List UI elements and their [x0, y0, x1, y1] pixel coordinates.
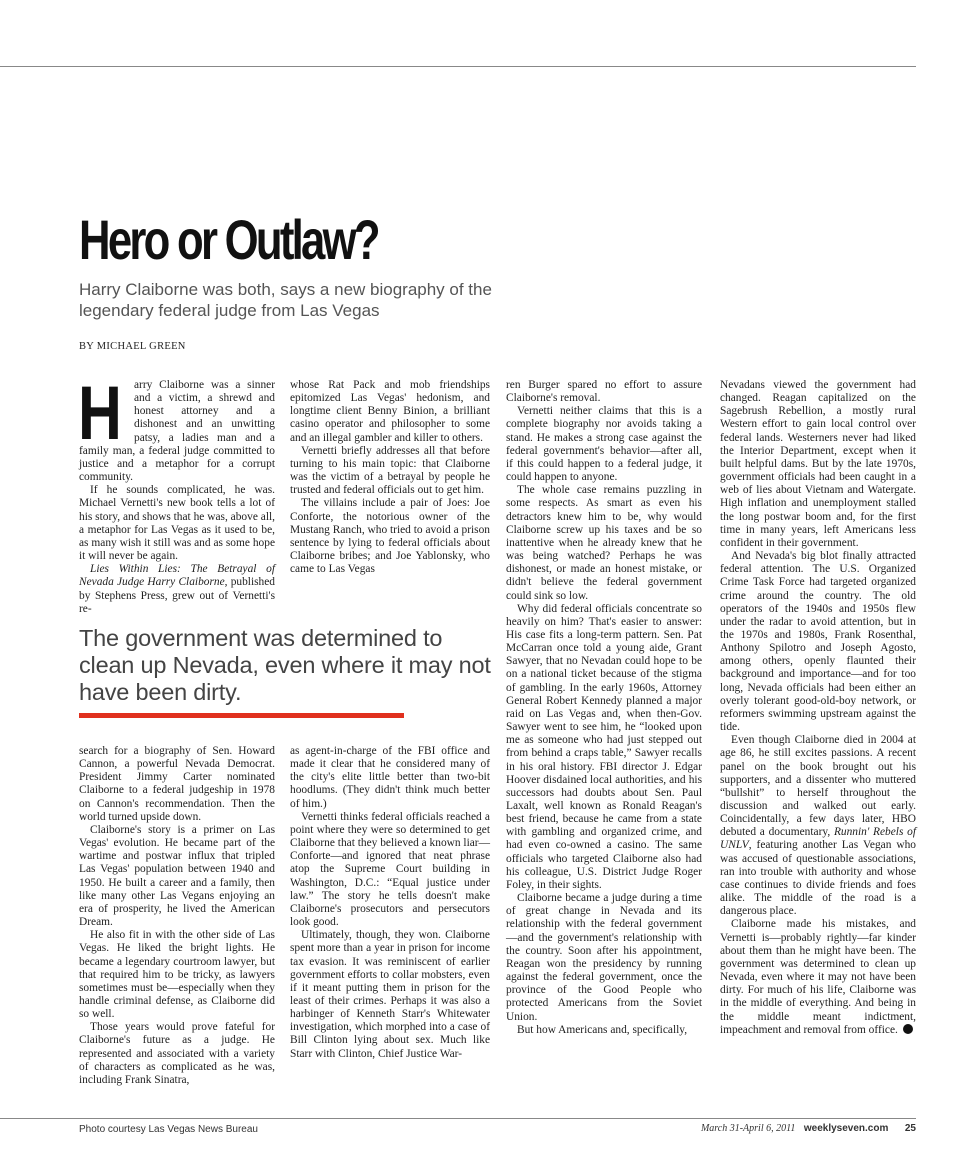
documentary-title: Runnin' Rebels of UNLV [720, 826, 916, 852]
book-title: Lies Within Lies: The Betrayal of Nevada Judge Harry Claiborne [79, 563, 275, 589]
paragraph: Claiborne's story is a primer on Las Vegas' evolution. He became part of the wartime and postwar influx that tripled Las Vegas' population between 1940 and 1950. He built a career and a family, then like many other Las Vegans enjoying an era of prosperity, he lived the American Dream. [79, 823, 275, 929]
paragraph: arry Claiborne was a sinner and a victim, a shrewd and honest attorney and a dishonest and an unwitting patsy, a ladies man and a family man, a federal judge committed to justice and a metaphor for a corrupt community. [79, 379, 275, 484]
photo-credit: Photo courtesy Las Vegas News Bureau [79, 1124, 258, 1135]
top-rule [0, 66, 916, 67]
drop-cap: H [78, 371, 122, 456]
paragraph: Claiborne became a judge during a time of great change in Nevada and its relationship with the federal government—and the government's relationship with the country. Soon after his appointment, Reagan won the presidency by running against the federal government, once the province of the Good People who protected Americans from the Soviet Union. [506, 892, 702, 1023]
paragraph: He also fit in with the other side of Las Vegas. He liked the bright lights. He became a legendary courtroom lawyer, but that required him to be tricky, as lawyers sometimes must be—especially when they handle criminal defense, as Claiborne did so well. [79, 929, 275, 1021]
paragraph: search for a biography of Sen. Howard Cannon, a powerful Nevada Democrat. President Jimmy Carter nominated Claiborne to a federal judgeship in 1978 on Cannon's recommendation. Then the world turned upside down. [79, 745, 275, 823]
paragraph: Vernetti thinks federal officials reached a point where they were so determined to get Claiborne that they believed a known liar—Conforte—and ignored that neat phrase atop the Supreme Court building in Washington, D.C.: “Equal justice under law.” The story he tells doesn't make Claiborne's prosecutors and persecutors look good. [290, 810, 490, 929]
paragraph [720, 918, 916, 1036]
paragraph: Vernetti neither claims that this is a complete biography nor avoids taking a stand. He makes a strong case against the federal government's behavior—after all, if this could happen to a federal judge, it could happen to anyone. [506, 405, 702, 484]
paragraph: ren Burger spared no effort to assure Claiborne's removal. [506, 379, 702, 405]
paragraph-text: , published by Stephens Press, grew out of Vernetti's re- [79, 576, 276, 615]
paragraph: But how Americans and, specifically, [517, 1023, 688, 1036]
paragraph [720, 734, 916, 918]
column-4 [720, 379, 916, 1037]
column-2-upper [290, 379, 490, 576]
paragraph: Nevadans viewed the government had changed. Reagan capitalized on the Sagebrush Rebellion, a mostly rural Western effort to gain local control over federal lands. Westerners never had liked the Interior Department, except when it built helpful dams. But by the late 1970s, government officials had been caught in a web of lies about Vietnam and Watergate. High inflation and unemployment stalled the long postwar boom and, for the first time in many years, left Americans less confident in their government. [720, 379, 916, 549]
column-2-lower [290, 745, 490, 1061]
column-1-lower [79, 745, 275, 1087]
paragraph: If he sounds complicated, he was. Michael Vernetti's new book tells a lot of his story, and shows that he was, above all, a metaphor for Las Vegas as it used to be, as many wish it still was and as some hope it will never be again. [79, 484, 275, 563]
paragraph: Vernetti briefly addresses all that before turning to his main topic: that Claiborne was the victim of a betrayal by people he trusted and federal officials out to get him. [290, 444, 490, 497]
paragraph: as agent-in-charge of the FBI office and made it clear that he considered many of the city's elite little better than two-bit hoodlums. (They didn't think much better of him.) [290, 745, 490, 810]
byline: BY MICHAEL GREEN [79, 341, 186, 352]
paragraph: Why did federal officials concentrate so heavily on him? That's easier to answer: His case fits a long-term pattern. Sen. Pat McCarran once told a young aide, Grant Sawyer, that no Nevadan could hope to be on a national ticket because of the stigma of gambling. In the early 1960s, Attorney General Robert Kennedy planned a major raid on Las Vegas and, when then-Gov. Sawyer went to see him, he “looked upon me as someone who had just stepped out from behind a craps table,” Sawyer recalls in his oral history. FBI director J. Edgar Hoover disdained local authorities, and his successors had doubts about Sen. Paul Laxalt, well known as Ronald Reagan's best friend, because he came from a state with gambling and organized crime, and had even co-owned a casino. The same officials who targeted Claiborne also had his colleague, U.S. District Judge Roger Foley, in their sights. [506, 602, 702, 891]
paragraph: The villains include a pair of Joes: Joe Conforte, the notorious owner of the Mustang Ranch, who tried to avoid a prison sentence by lying to federal officials about Claiborne bribes; and Joe Yablonsky, who came to Las Vegas [290, 497, 490, 576]
article-subtitle: Harry Claiborne was both, says a new biography of the legendary federal judge from Las Vegas [79, 280, 492, 320]
paragraph: whose Rat Pack and mob friendships epitomized Las Vegas' hedonism, and longtime client Benny Binion, a brilliant casino operator and philosopher to some and an illegal gambler and killer to others. [290, 379, 490, 444]
paragraph-text: Claiborne made his mistakes, and Vernetti is—probably rightly—far kinder about them than he might have been. The government was determined to clean up Nevada, even where it may not have been dirty. For much of his life, Claiborne was in the middle of everything. And being in the middle meant indictment, impeachment and removal from office. [720, 918, 916, 1036]
paragraph-text: , featuring another Las Vegan who was accused of questionable associations, ran into trouble with authority and whose case continues to divide friends and foes alike. The middle of the road is a dangerous place. [720, 839, 916, 918]
article-title: Hero or Outlaw? [79, 208, 378, 271]
folio [701, 1123, 916, 1134]
paragraph: The whole case remains puzzling in some respects. As smart as even his detractors knew him to be, why would Claiborne screw up his taxes and be so inattentive when he already knew that he was being watched? Perhaps he was dishonest, or made an honest mistake, or didn't believe the federal government could sink so low. [506, 484, 702, 602]
paragraph-text: Even though Claiborne died in 2004 at age 86, he still excites passions. A recent panel on the book brought out his supporters, and a dissenter who muttered “bullshit” to herself throughout the discussion and walked out early. Coincidentally, a few days later, HBO debuted a documentary, [720, 734, 916, 839]
end-mark-icon [903, 1024, 913, 1034]
site-url: weeklyseven.com [803, 1123, 889, 1134]
paragraph [79, 563, 275, 616]
paragraph: And Nevada's big blot finally attracted federal attention. The U.S. Organized Crime Task Force had targeted organized crime around the country. The old operators of the 1940s and 1950s flew under the radar to avoid attention, but in the 1970s and 1980s, Frank Rosenthal, Anthony Spilotro and Joseph Agosto, among others, openly flaunted their background and importance—and for too long, Nevada officials had been either an overly tolerant good-old-boy network, or reformers swimming upstream against the tide. [720, 550, 916, 734]
column-1-upper [78, 371, 276, 616]
paragraph: Those years would prove fateful for Claiborne's future as a judge. He represented and associated with a variety of characters as complicated as he was, including Frank Sinatra, [79, 1021, 275, 1086]
page-number: 25 [904, 1123, 916, 1134]
pull-quote-bar [79, 713, 404, 718]
pull-quote: The government was determined to clean up Nevada, even where it may not have been dirty. [79, 625, 491, 705]
paragraph: Ultimately, though, they won. Claiborne spent more than a year in prison for income tax evasion. It was reminiscent of earlier government efforts to collar mobsters, even if it meant putting them in prison for the least of their crimes. Perhaps it was also a harbinger of Kenneth Starr's Whitewater investigation, which morphed into a case of Bill Clinton lying about sex. Much like Starr with Clinton, Chief Justice War- [290, 929, 490, 1060]
column-3 [506, 379, 702, 1037]
issue-date: March 31-April 6, 2011 [700, 1123, 796, 1134]
bottom-rule [0, 1118, 916, 1119]
